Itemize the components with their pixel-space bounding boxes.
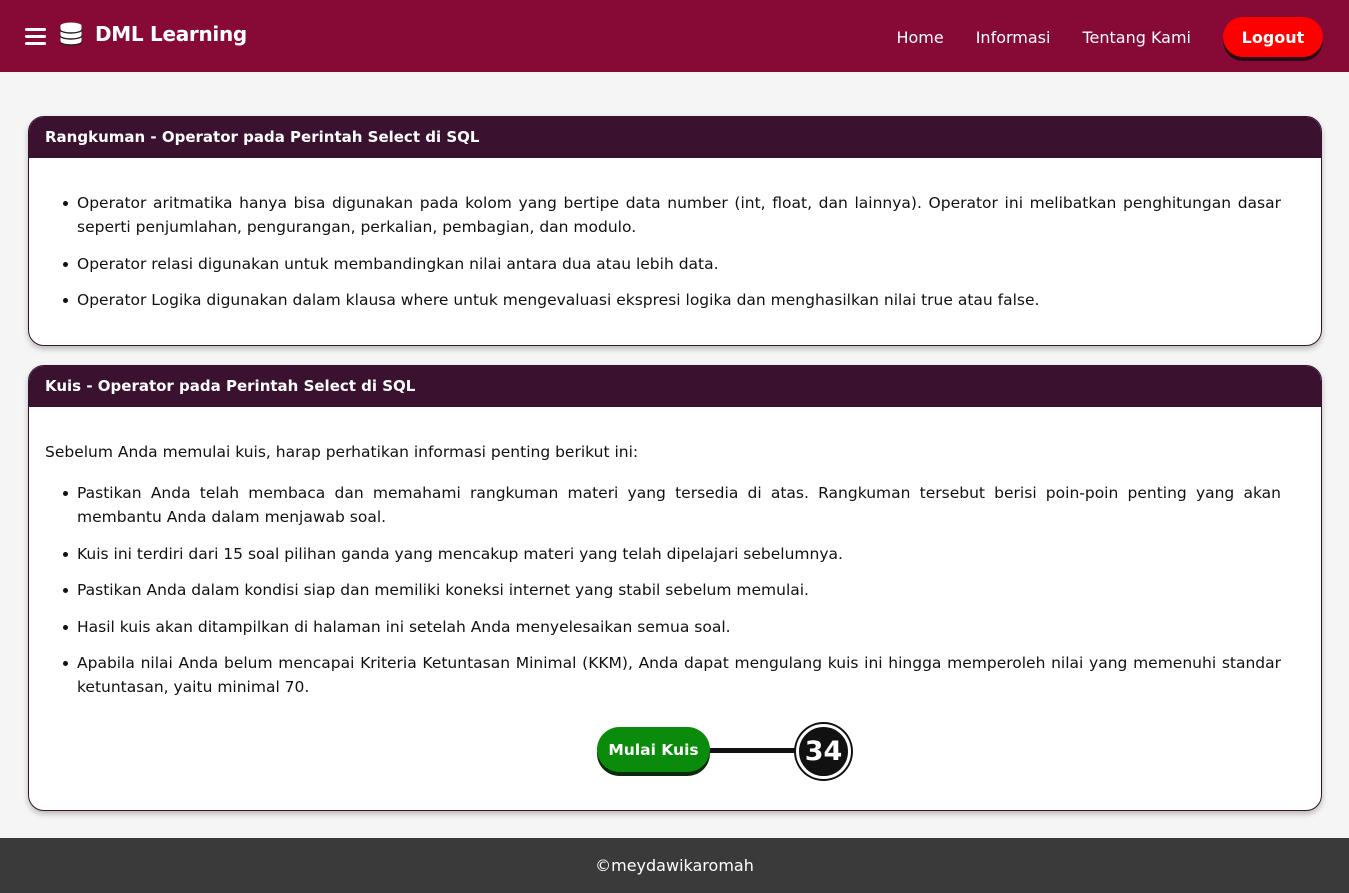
brand-name: DML Learning <box>95 22 247 46</box>
quiz-rule-item: Kuis ini terdiri dari 15 soal pilihan ganda yang mencakup materi yang telah dipelajari sebelumnya. <box>77 542 1281 566</box>
start-quiz-button[interactable]: Mulai Kuis <box>597 727 710 772</box>
brand[interactable] <box>58 19 247 49</box>
quiz-rule-item: Pastikan Anda dalam kondisi siap dan memiliki koneksi internet yang stabil sebelum memulai. <box>77 578 1281 602</box>
hamburger-menu-icon[interactable] <box>25 26 46 46</box>
summary-list-item: Operator relasi digunakan untuk membandingkan nilai antara dua atau lebih data. <box>77 252 1281 276</box>
quiz-rule-item: Apabila nilai Anda belum mencapai Kriteria Ketuntasan Minimal (KKM), Anda dapat mengulang kuis ini hingga memperoleh nilai yang memenuhi standar ketuntasan, yaitu minimal 70. <box>77 651 1281 699</box>
summary-list <box>29 191 1321 312</box>
nav-links <box>896 16 1323 58</box>
summary-list-item: Operator Logika digunakan dalam klausa where untuk mengevaluasi ekspresi logika dan menghasilkan nilai true atau false. <box>77 288 1281 312</box>
quiz-rule-item: Hasil kuis akan ditampilkan di halaman ini setelah Anda menyelesaikan semua soal. <box>77 615 1281 639</box>
summary-list-item: Operator aritmatika hanya bisa digunakan pada kolom yang bertipe data number (int, float, dan lainnya). Operator ini melibatkan penghitungan dasar seperti penjumlahan, pengurangan, perkalian, pembagian, dan modulo. <box>77 191 1281 239</box>
nav-link-informasi[interactable]: Informasi <box>975 27 1051 47</box>
quiz-card-title: Kuis - Operator pada Perintah Select di SQL <box>29 366 1321 407</box>
nav-link-tentang-kami[interactable]: Tentang Kami <box>1082 27 1191 47</box>
navbar <box>0 0 1349 72</box>
summary-card <box>28 116 1322 346</box>
connector-line <box>709 748 799 753</box>
footer-copyright: ©meydawikaromah <box>595 856 754 875</box>
database-icon <box>58 21 84 47</box>
nav-link-home[interactable]: Home <box>896 27 944 47</box>
summary-card-title: Rangkuman - Operator pada Perintah Select di SQL <box>29 117 1321 158</box>
quiz-score-badge: 34 <box>796 724 851 779</box>
quiz-rules-list <box>29 481 1321 699</box>
quiz-rule-item: Pastikan Anda telah membaca dan memahami rangkuman materi yang tersedia di atas. Rangkuman tersebut berisi poin-poin penting yang akan membantu Anda dalam menjawab soal. <box>77 481 1281 529</box>
footer <box>0 838 1349 893</box>
quiz-intro: Sebelum Anda memulai kuis, harap perhatikan informasi penting berikut ini: <box>45 443 639 461</box>
logout-button[interactable]: Logout <box>1223 17 1323 57</box>
quiz-start-group <box>597 726 853 778</box>
